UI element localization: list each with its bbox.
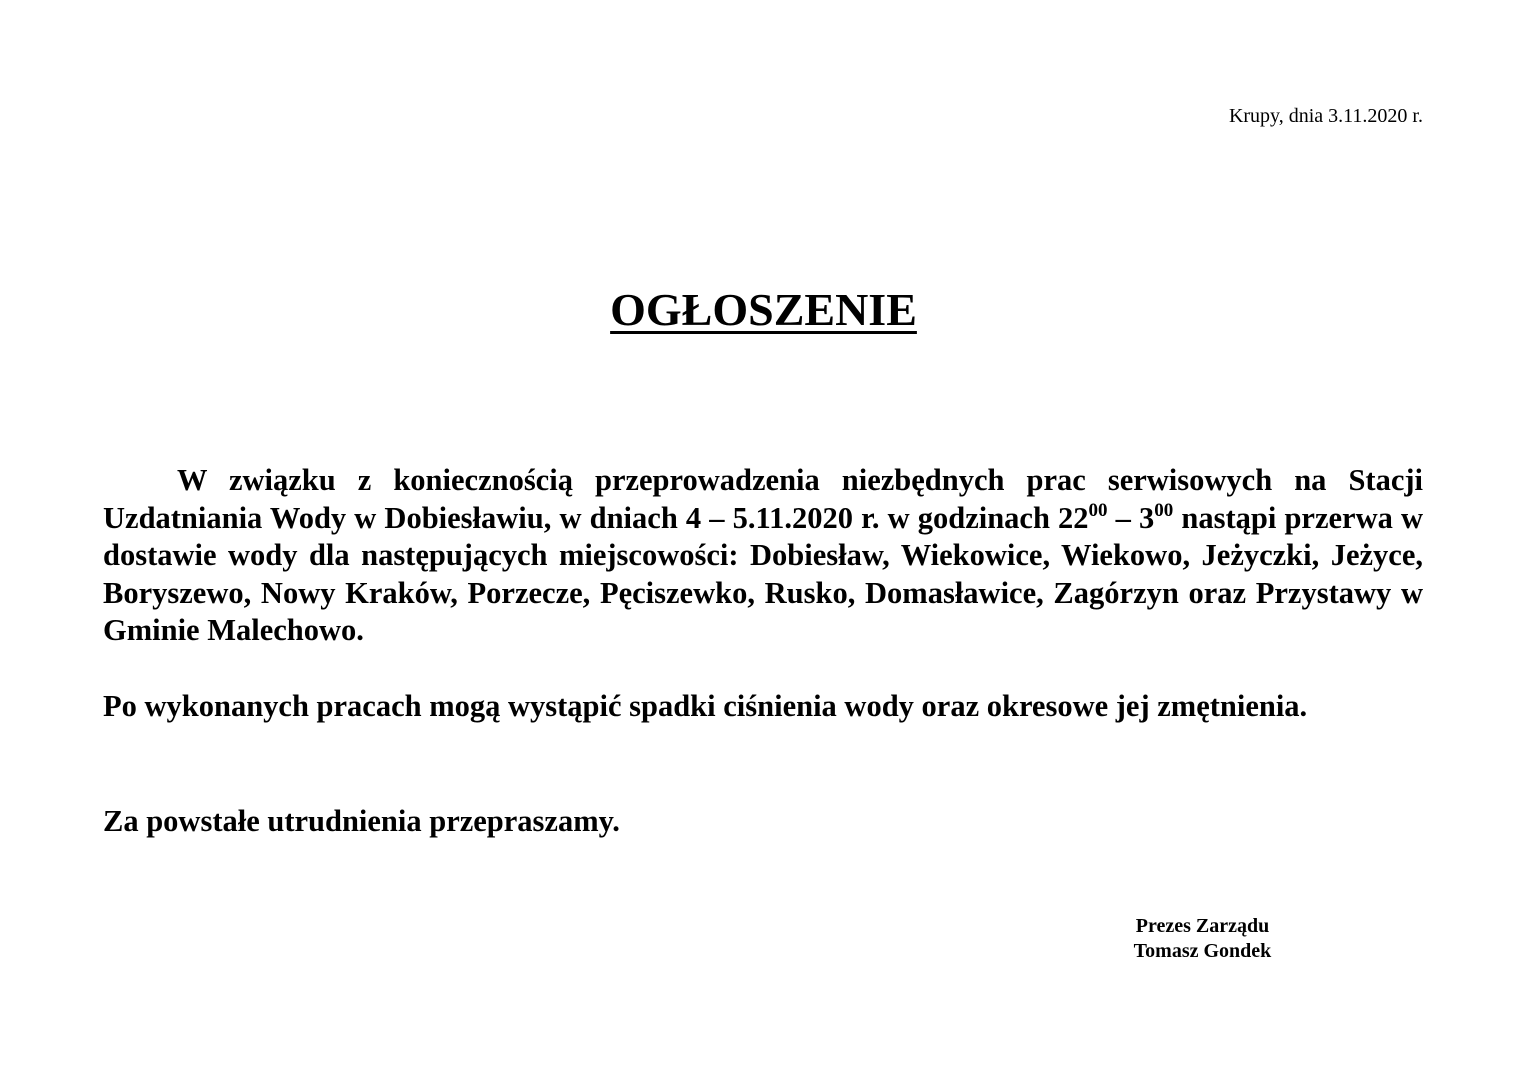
signature-block — [1110, 914, 1295, 964]
main-paragraph-part1: W związku z koniecznością przeprowadzenia niezbędnych prac serwisowych na Stacji Uzdatniania Wody w Dobiesławiu, w dniach 4 – 5.11.2020 r. w godzinach 22 — [103, 463, 1423, 535]
main-paragraph — [103, 462, 1423, 650]
apology-paragraph: Za powstałe utrudnienia przepraszamy. — [103, 804, 620, 838]
signature-name: Tomasz Gondek — [1133, 940, 1272, 962]
main-paragraph-part2: nastąpi przerwa w dostawie wody dla następujących miejscowości: Dobiesław, Wiekowice, Wiekowo, Jeżyczki, Jeżyce, Boryszewo, Nowy Kraków, Porzecze, Pęciszewko, Rusko, Domasławice, Zagórzyn oraz Przystawy w Gminie Malechowo. — [103, 500, 1424, 647]
document-title-text: OGŁOSZENIE — [610, 284, 917, 335]
time-start-superscript: 00 — [1088, 499, 1108, 521]
document-title — [0, 280, 1527, 340]
aftermath-paragraph: Po wykonanych pracach mogą wystąpić spadki ciśnienia wody oraz okresowe jej zmętnienia. — [103, 689, 1308, 723]
time-end-superscript: 00 — [1154, 499, 1174, 521]
main-paragraph-dash: – 3 — [1107, 500, 1155, 535]
document-date: Krupy, dnia 3.11.2020 r. — [1228, 105, 1423, 127]
signature-role: Prezes Zarządu — [1135, 915, 1270, 937]
